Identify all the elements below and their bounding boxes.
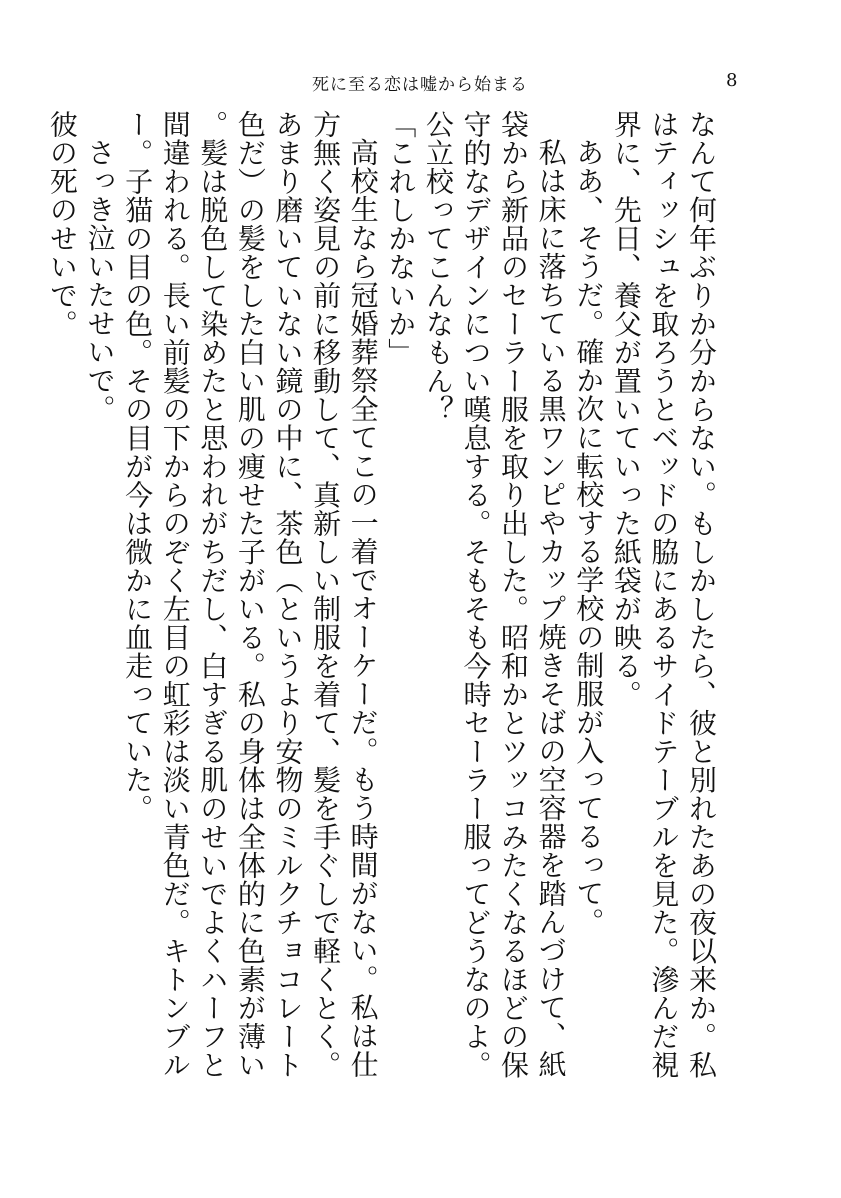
paragraph: 私は床に落ちている黒ワンピやカップ焼きそばの空容器を踏んづけて、紙袋から新品のセーラー服を取り出した。昭和かとツッコみたくなるほどの保守的なデザインについ嘆息する。そもそも今時セーラー服ってどうなのよ。公立校ってこんなもん？: [421, 110, 568, 1079]
paragraph: さっき泣いたせいで。: [83, 138, 117, 423]
paragraph: なんて何年ぶりか分からない。もしかしたら、彼と別れたあの夜以来か。私はティッシュを取ろうとベッドの脇にあるサイドテーブルを見た。滲んだ視界に、先日、養父が置いていった紙袋が映る。: [609, 110, 718, 1079]
paragraph: 高校生なら冠婚葬祭全てこの一着でオーケーだ。もう時間がない。私は仕方無く姿見の前に移動して、真新しい制服を着て、髪を手ぐしで軽くとく。あまり磨いていない鏡の中に、茶色（というより安物のミルクチョコレート色だ）の髪をした白い肌の痩せた子がいる。私の身体は全体的に色素が薄い。髪は脱色して染めたと思われがちだし、白すぎる肌のせいでよくハーフと間違われる。長い前髪の下からのぞく左目の虹彩は淡い青色だ。キトンブルー。子猫の目の色。その目が今は微かに血走っていた。: [121, 110, 380, 1079]
paragraph: 彼の死のせいで。: [45, 110, 79, 338]
running-title: 死に至る恋は嘘から始まる: [312, 75, 528, 95]
paragraph: 「これしかないか」: [384, 110, 418, 367]
paragraph: ああ、そうだ。確か次に転校する学校の制服が入ってるって。: [572, 138, 606, 936]
page-number: 8: [726, 70, 738, 91]
vertical-body-text: [45, 110, 720, 1100]
